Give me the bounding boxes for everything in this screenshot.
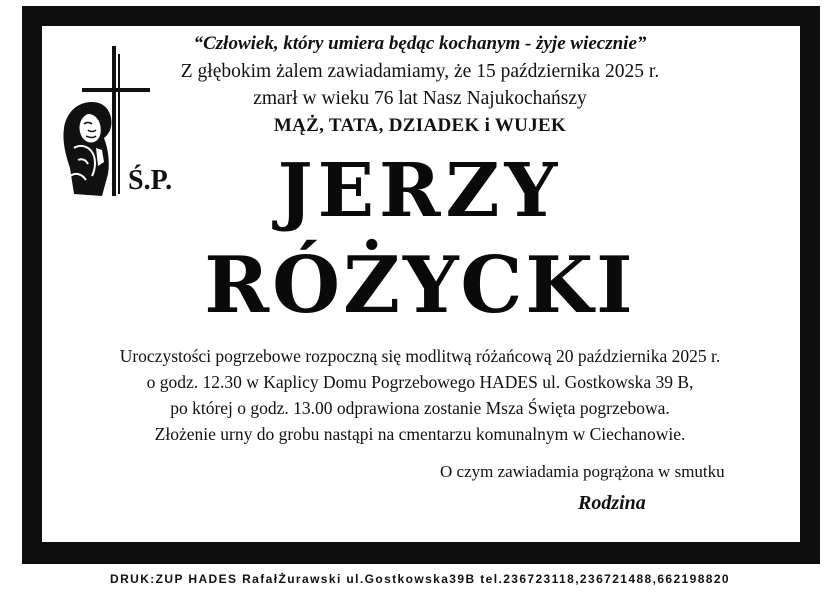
ceremony-line-1: Uroczystości pogrzebowe rozpoczną się modlitwą różańcową 20 października 2025 r. [119, 346, 721, 366]
ceremony-line-4: Złożenie urny do grobu nastąpi na cmentarzu komunalnym w Ciechanowie. [154, 424, 686, 444]
motto: “Człowiek, który umiera będąc kochanym - żyje wiecznie” [193, 33, 647, 54]
relations: MĄŻ, TATA, DZIADEK i WUJEK [273, 115, 567, 136]
family-signature: Rodzina [578, 492, 646, 514]
printer-footer: DRUK:ZUP HADES RafałŻurawski ul.Gostkowska39B tel.236723118,236721488,662198820 [110, 572, 730, 586]
prefix-sp: Ś.P. [128, 165, 173, 196]
ceremony-line-2: o godz. 12.30 w Kaplicy Domu Pogrzebowego HADES ul. Gostkowska 39 B, [146, 372, 694, 392]
death-announcement: Z głębokim żalem zawiadamiamy, że 15 października 2025 r. [180, 61, 660, 82]
ceremony-line-3: po której o godz. 13.00 odprawiona zostanie Msza Święta pogrzebowa. [170, 398, 670, 418]
deceased-last-name: RÓŻYCKI [204, 240, 636, 331]
notify-line: O czym zawiadamia pogrążona w smutku [440, 462, 725, 481]
deceased-first-name: JERZY [277, 148, 563, 234]
age-line: zmarł w wieku 76 lat Nasz Najukochańszy [253, 88, 587, 109]
